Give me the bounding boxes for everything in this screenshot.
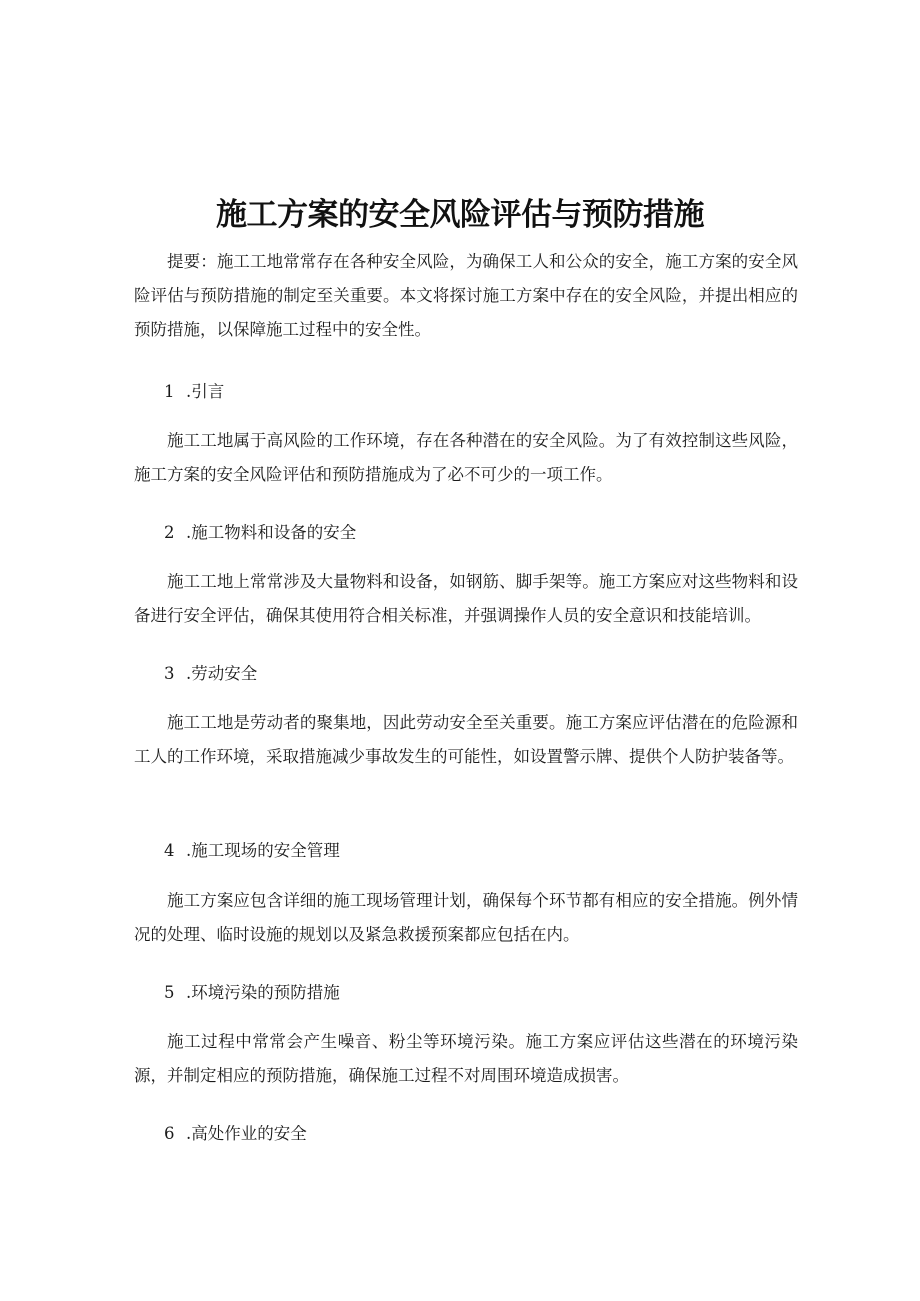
section-title: .高处作业的安全 [186, 1124, 307, 1143]
section-body-4: 施工方案应包含详细的施工现场管理计划，确保每个环节都有相应的安全措施。例外情况的处理、临时设施的规划以及紧急救援预案都应包括在内。 [134, 891, 798, 944]
section-body-2: 施工工地上常常涉及大量物料和设备，如钢筋、脚手架等。施工方案应对这些物料和设备进行安全评估，确保其使用符合相关标准，并强调操作人员的安全意识和技能培训。 [134, 572, 798, 625]
section-title: .劳动安全 [186, 664, 258, 683]
section-number: 2 [164, 523, 175, 542]
section-number: 1 [164, 382, 175, 401]
section-heading-1 [164, 375, 224, 409]
section-number: 3 [164, 664, 175, 683]
section-title: .施工现场的安全管理 [186, 841, 340, 860]
document-title: 施工方案的安全风险评估与预防措施 [216, 196, 704, 233]
section-number: 5 [164, 983, 175, 1002]
section-heading-2 [164, 516, 356, 550]
abstract-paragraph: 提要：施工工地常常存在各种安全风险，为确保工人和公众的安全，施工方案的安全风险评估与预防措施的制定至关重要。本文将探讨施工方案中存在的安全风险，并提出相应的预防措施，以保障施工过程中的安全性。 [134, 252, 798, 339]
section-title: .施工物料和设备的安全 [186, 523, 357, 542]
section-heading-5 [164, 976, 340, 1010]
section-body-1: 施工工地属于高风险的工作环境，存在各种潜在的安全风险。为了有效控制这些风险，施工方案的安全风险评估和预防措施成为了必不可少的一项工作。 [134, 431, 798, 484]
section-title: .环境污染的预防措施 [186, 983, 340, 1002]
section-title: .引言 [186, 382, 225, 401]
section-body-5: 施工过程中常常会产生噪音、粉尘等环境污染。施工方案应评估这些潜在的环境污染源，并制定相应的预防措施，确保施工过程不对周围环境造成损害。 [134, 1032, 798, 1085]
section-heading-6 [164, 1117, 307, 1151]
section-heading-4 [164, 834, 340, 868]
section-heading-3 [164, 657, 257, 691]
section-body-3: 施工工地是劳动者的聚集地，因此劳动安全至关重要。施工方案应评估潜在的危险源和工人的工作环境，采取措施减少事故发生的可能性，如设置警示牌、提供个人防护装备等。 [134, 713, 798, 766]
section-number: 6 [164, 1124, 175, 1143]
section-number: 4 [164, 841, 175, 860]
